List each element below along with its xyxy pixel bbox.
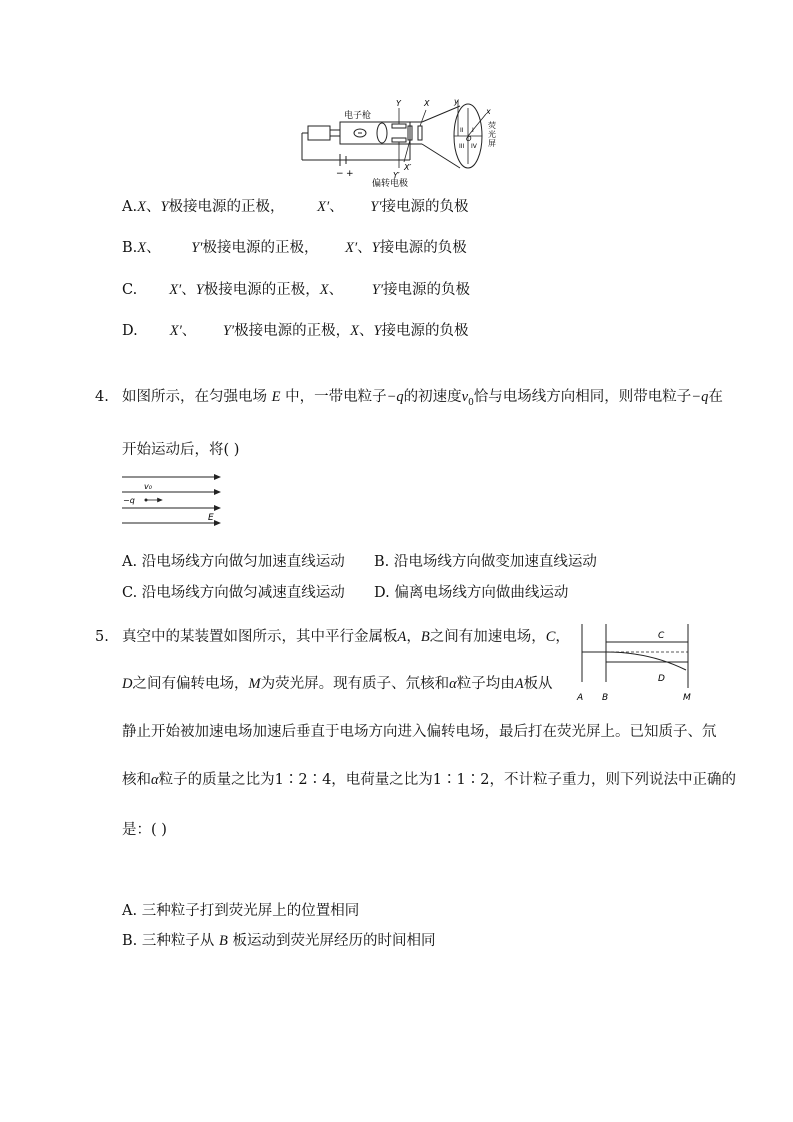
label-y: Y bbox=[396, 99, 401, 108]
q3-option-b[interactable]: B.X、 Y′极接电源的正极， X′、Y接电源的负极 bbox=[122, 240, 467, 256]
q4-option-c[interactable]: C. 沿电场线方向做匀减速直线运动 bbox=[122, 585, 345, 601]
label-axis-y: y bbox=[454, 97, 459, 106]
q3-option-a[interactable]: A.X、Y极接电源的正极， X′、 Y′接电源的负极 bbox=[122, 199, 469, 215]
filament-block bbox=[308, 126, 330, 140]
q5-line1: 真空中的某装置如图所示，其中平行金属板A，B之间有加速电场，C， bbox=[122, 629, 570, 645]
label-D: D bbox=[658, 674, 665, 684]
label-q4: IV bbox=[471, 143, 477, 150]
label-plus: + bbox=[346, 169, 354, 179]
q3-option-d[interactable]: D. X′、 Y′极接电源的正极，X、Y接电源的负极 bbox=[122, 323, 469, 339]
label-deflect: 偏转电极 bbox=[372, 179, 409, 188]
label-q1: I bbox=[472, 127, 474, 134]
label-q: −q bbox=[123, 496, 135, 505]
label-C: C bbox=[658, 631, 665, 641]
gun-tube bbox=[340, 122, 410, 144]
q5-option-a[interactable]: A. 三种粒子打到荧光屏上的位置相同 bbox=[122, 903, 360, 919]
q4-number: 4. bbox=[95, 389, 109, 405]
label-axis-x: x bbox=[486, 107, 491, 116]
label-v0: v₀ bbox=[144, 482, 152, 491]
q5-device-diagram bbox=[570, 620, 700, 704]
q5-line4: 核和α粒子的质量之比为1∶2∶4，电荷量之比为1∶1∶2，不计粒子重力，则下列说法中正确的 bbox=[122, 772, 736, 788]
label-gun: 电子枪 bbox=[344, 111, 372, 121]
label-B: B bbox=[602, 693, 609, 703]
q4-stem-line2: 开始运动后，将( ) bbox=[122, 442, 240, 458]
label-M: M bbox=[683, 693, 691, 703]
q5-line5: 是：( ) bbox=[122, 822, 167, 838]
label-screen: 荧光屏 bbox=[488, 121, 496, 148]
label-xp: X′ bbox=[404, 163, 412, 172]
q4-option-d[interactable]: D. 偏离电场线方向做曲线运动 bbox=[374, 585, 569, 601]
q5-line3: 静止开始被加速电场加速后垂直于电场方向进入偏转电场，最后打在荧光屏上。已知质子、氘 bbox=[122, 724, 717, 740]
q4-option-b[interactable]: B. 沿电场线方向做变加速直线运动 bbox=[374, 554, 597, 570]
label-yp: Y′ bbox=[393, 171, 400, 180]
label-q3: III bbox=[459, 143, 465, 150]
q5-number: 5. bbox=[95, 629, 109, 645]
q5-line2: D之间有偏转电场，M为荧光屏。现有质子、氘核和α粒子均由A板从 bbox=[122, 676, 553, 692]
label-E: E bbox=[208, 513, 214, 523]
label-A: A bbox=[577, 693, 584, 703]
q4-field-diagram bbox=[120, 470, 226, 528]
q3-option-c[interactable]: C. X′、Y极接电源的正极，X、 Y′接电源的负极 bbox=[122, 282, 471, 298]
q5-option-b[interactable]: B. 三种粒子从 B 板运动到荧光屏经历的时间相同 bbox=[122, 933, 436, 949]
label-minus: − bbox=[336, 169, 344, 179]
q4-stem-line1: 如图所示，在匀强电场 E 中，一带电粒子−q的初速度$v_0$恰与电场线方向相同，则带电粒子−q在 bbox=[122, 389, 723, 408]
crt-diagram bbox=[300, 96, 500, 188]
label-q2: II bbox=[460, 127, 464, 134]
label-x: X bbox=[424, 99, 430, 108]
q4-option-a[interactable]: A. 沿电场线方向做匀加速直线运动 bbox=[122, 554, 345, 570]
label-o: O bbox=[466, 135, 472, 143]
